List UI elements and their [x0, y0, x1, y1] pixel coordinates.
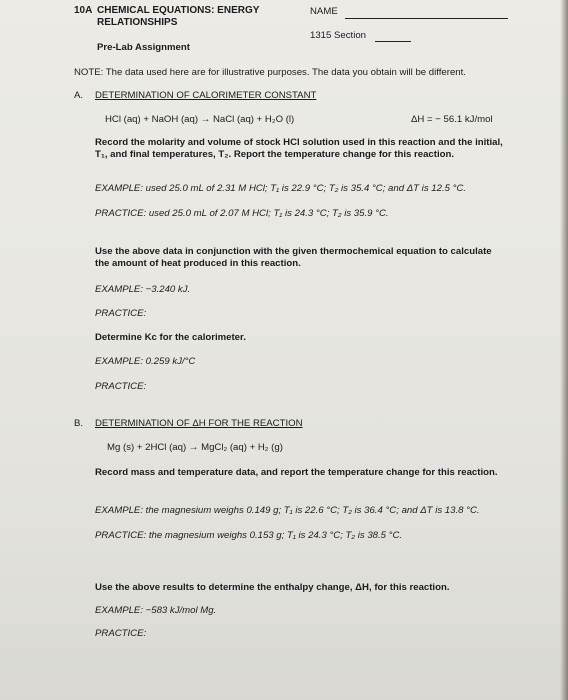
- section-a-example2: EXAMPLE: −3.240 kJ.: [95, 284, 191, 295]
- header-number: 10A: [74, 5, 93, 16]
- section-a-practice3: PRACTICE:: [95, 381, 147, 392]
- section-b-example2: EXAMPLE: −583 kJ/mol Mg.: [95, 605, 217, 616]
- section-b-example1: EXAMPLE: the magnesium weighs 0.149 g; T₁ is 22.6 °C; T₂ is 36.4 °C; and ΔT is 13.8 °C.: [95, 505, 480, 516]
- header-title-line2: RELATIONSHIPS: [97, 17, 178, 28]
- section-a-letter: A.: [74, 90, 84, 101]
- section-b-equation: Mg (s) + 2HCl (aq) → MgCl₂ (aq) + H₂ (g): [107, 442, 283, 453]
- prelab-heading: Pre-Lab Assignment: [97, 42, 190, 53]
- name-blank[interactable]: [345, 8, 508, 19]
- section-label: 1315 Section: [310, 30, 367, 41]
- section-a-equation: HCl (aq) + NaOH (aq) → NaCl (aq) + H₂O (l): [105, 114, 295, 125]
- page-edge-shadow: [560, 0, 568, 700]
- section-a-instruction2: Use the above data in conjunction with the given thermochemical equation to calculate the amount of heat produced in this reaction.: [95, 246, 492, 269]
- section-b-practice2: PRACTICE:: [95, 628, 147, 639]
- header-title-line1: CHEMICAL EQUATIONS: ENERGY: [97, 5, 260, 16]
- section-a-practice1: PRACTICE: used 25.0 mL of 2.07 M HCl; T₁ is 24.3 °C; T₂ is 35.9 °C.: [95, 208, 389, 219]
- section-b-instruction2: Use the above results to determine the enthalpy change, ΔH, for this reaction.: [95, 582, 450, 593]
- note-text: NOTE: The data used here are for illustrative purposes. The data you obtain will be different.: [74, 67, 466, 78]
- section-blank[interactable]: [375, 31, 411, 42]
- section-a-practice2: PRACTICE:: [95, 308, 147, 319]
- section-a-instruction: Record the molarity and volume of stock HCl solution used in this reaction and the initial, T₁, and final temperatures, T₂. Report the temperature change for this reaction.: [95, 137, 503, 160]
- section-a-example1: EXAMPLE: used 25.0 mL of 2.31 M HCl; T₁ is 22.9 °C; T₂ is 35.4 °C; and ΔT is 12.5 °C.: [95, 183, 467, 194]
- section-a-delta-h: ΔH = − 56.1 kJ/mol: [411, 114, 493, 125]
- section-b-letter: B.: [74, 418, 84, 429]
- section-a-determine: Determine Kc for the calorimeter.: [95, 332, 246, 343]
- name-label: NAME: [310, 6, 338, 17]
- section-a-example3: EXAMPLE: 0.259 kJ/°C: [95, 356, 196, 367]
- section-a-heading: DETERMINATION OF CALORIMETER CONSTANT: [95, 90, 317, 101]
- section-b-practice1: PRACTICE: the magnesium weighs 0.153 g; T₁ is 24.3 °C; T₂ is 38.5 °C.: [95, 530, 403, 541]
- section-b-instruction: Record mass and temperature data, and report the temperature change for this reaction.: [95, 467, 498, 478]
- section-b-heading: DETERMINATION OF ΔH FOR THE REACTION: [95, 418, 303, 429]
